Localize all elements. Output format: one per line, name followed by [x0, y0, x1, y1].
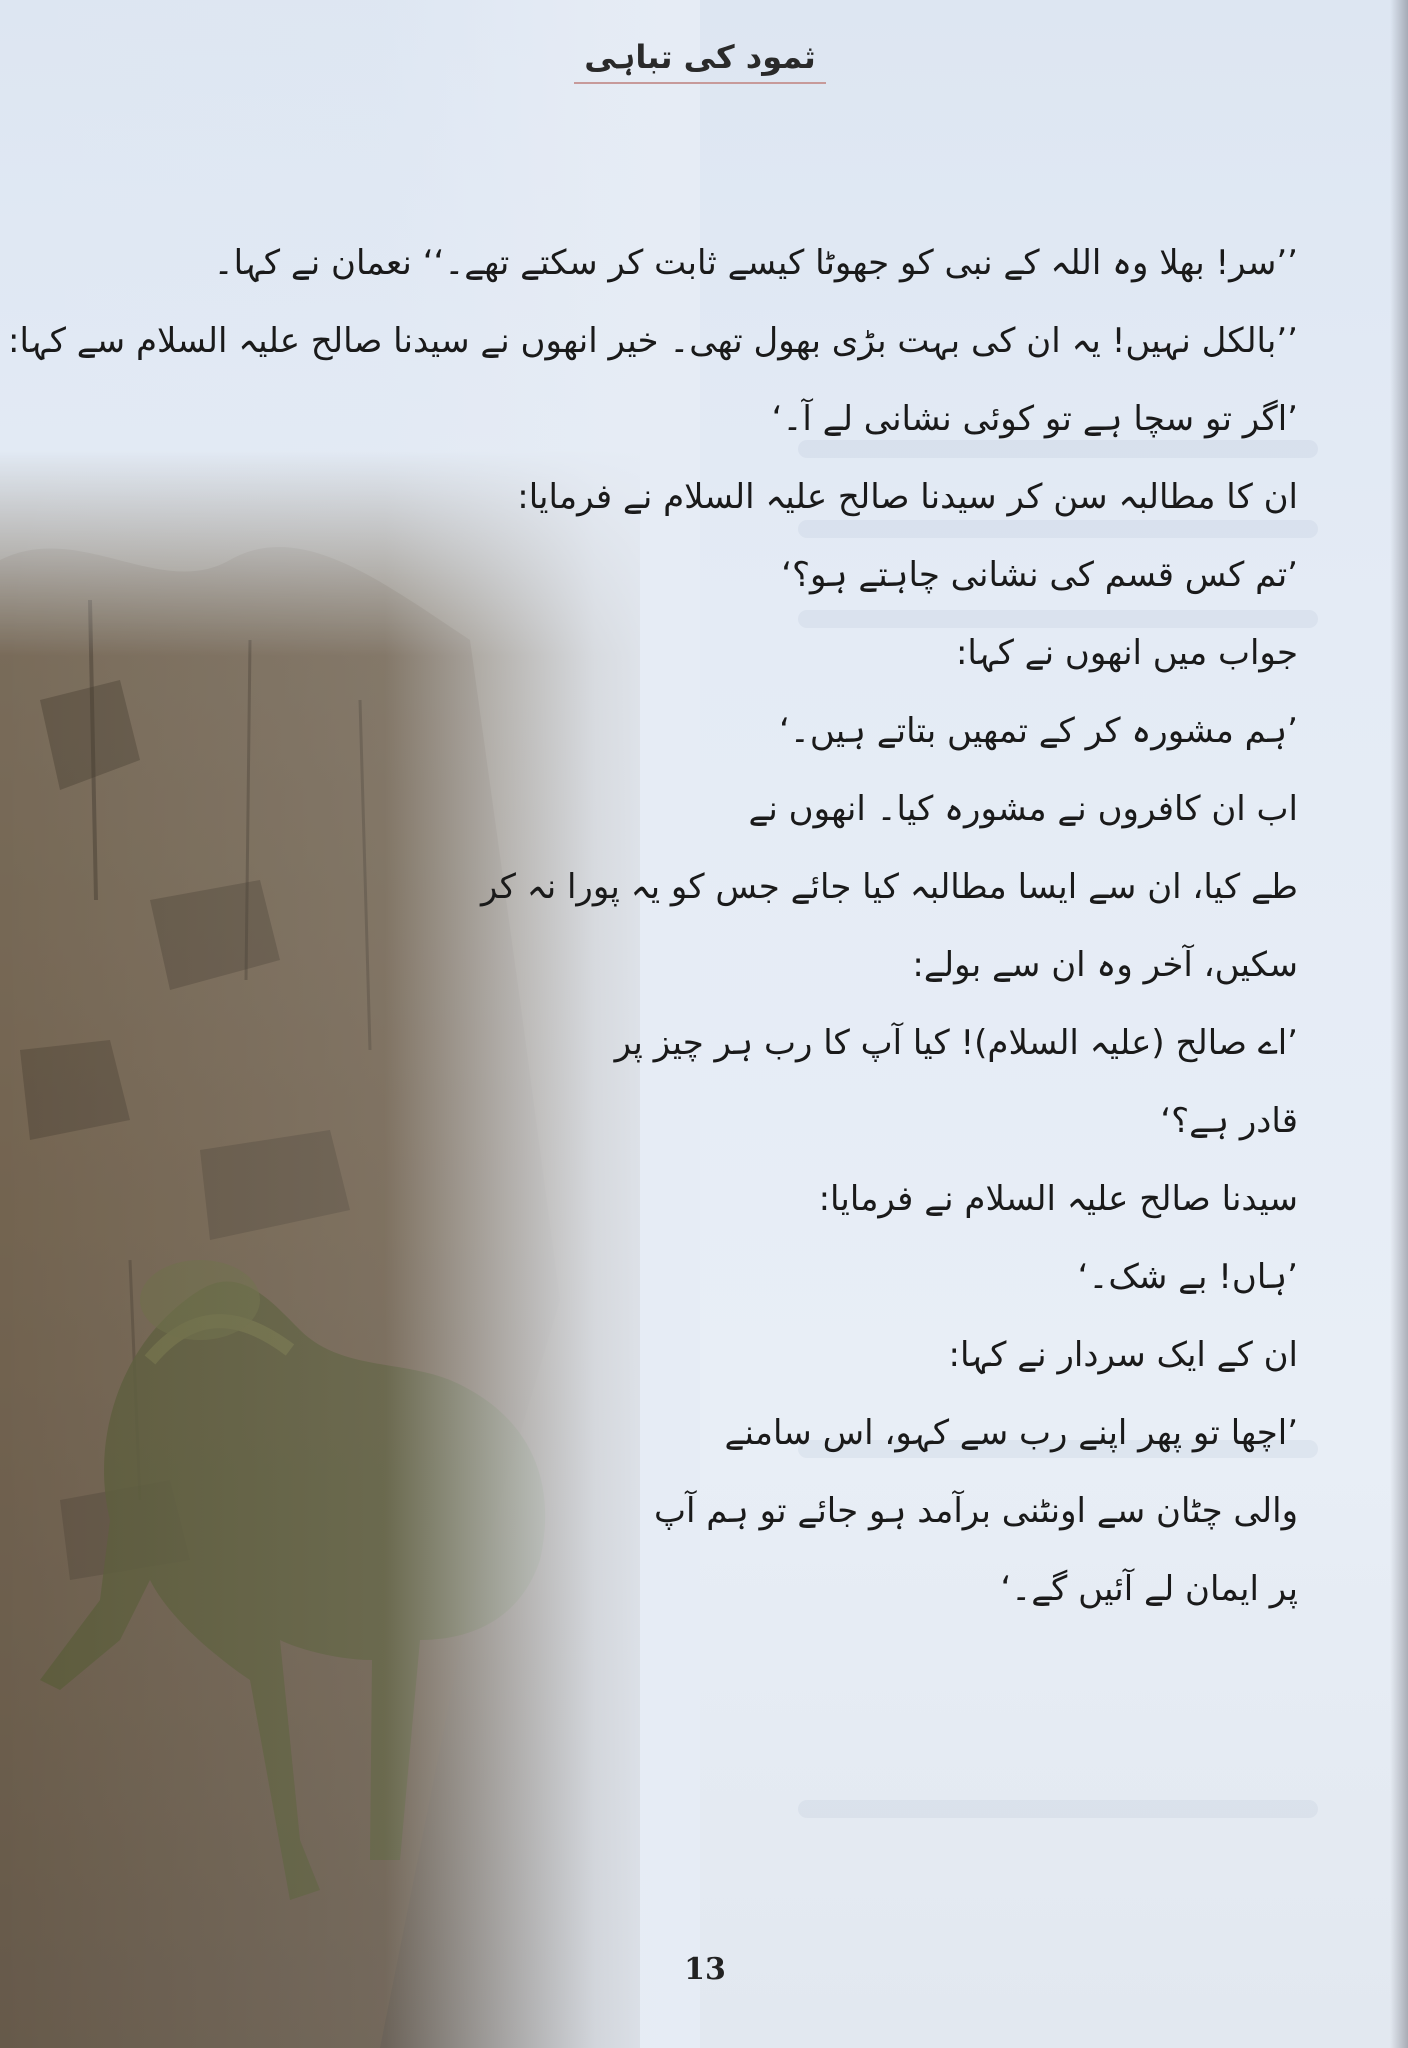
text-line: قادر ہے؟‘: [1160, 1101, 1298, 1141]
text-line: طے کیا، ان سے ایسا مطالبہ کیا جائے جس کو یہ پورا نہ کر: [481, 867, 1298, 907]
text-line: ’ہم مشورہ کر کے تمھیں بتاتے ہیں۔‘: [779, 711, 1298, 751]
text-line: ’تم کس قسم کی نشانی چاہتے ہو؟‘: [781, 555, 1298, 595]
chapter-title: ثمود کی تباہی: [574, 38, 825, 84]
text-line: ’اگر تو سچا ہے تو کوئی نشانی لے آ۔‘: [771, 399, 1298, 439]
text-line: ’اے صالح (علیہ السلام)! کیا آپ کا رب ہر چیز پر: [614, 1023, 1298, 1063]
body-text: [8, 224, 1298, 1628]
text-line: ان کے ایک سردار نے کہا:: [948, 1335, 1298, 1375]
text-line: ان کا مطالبہ سن کر سیدنا صالح علیہ السلام نے فرمایا:: [517, 477, 1298, 517]
text-line: سکیں، آخر وہ ان سے بولے:: [912, 945, 1298, 985]
text-line: ’اچھا تو پھر اپنے رب سے کہو، اس سامنے: [724, 1413, 1298, 1453]
page-number: 13: [684, 1952, 726, 1987]
text-line: ’ہاں! بے شک۔‘: [1077, 1257, 1298, 1297]
text-line: اب ان کافروں نے مشورہ کیا۔ انھوں نے: [748, 789, 1298, 829]
page-gutter-shadow: [1390, 0, 1408, 2048]
running-header: [560, 38, 840, 98]
text-line: جواب میں انھوں نے کہا:: [955, 633, 1298, 673]
text-line: ’’بالکل نہیں! یہ ان کی بہت بڑی بھول تھی۔ خیر انھوں نے سیدنا صالح علیہ السلام سے کہا:: [8, 321, 1298, 361]
text-line: والی چٹان سے اونٹنی برآمد ہو جائے تو ہم آپ: [653, 1491, 1298, 1531]
text-line: ’’سر! بھلا وہ اللہ کے نبی کو جھوٹا کیسے ثابت کر سکتے تھے۔‘‘ نعمان نے کہا۔: [213, 243, 1298, 283]
text-line: سیدنا صالح علیہ السلام نے فرمایا:: [818, 1179, 1298, 1219]
text-line: پر ایمان لے آئیں گے۔‘: [1000, 1569, 1298, 1609]
